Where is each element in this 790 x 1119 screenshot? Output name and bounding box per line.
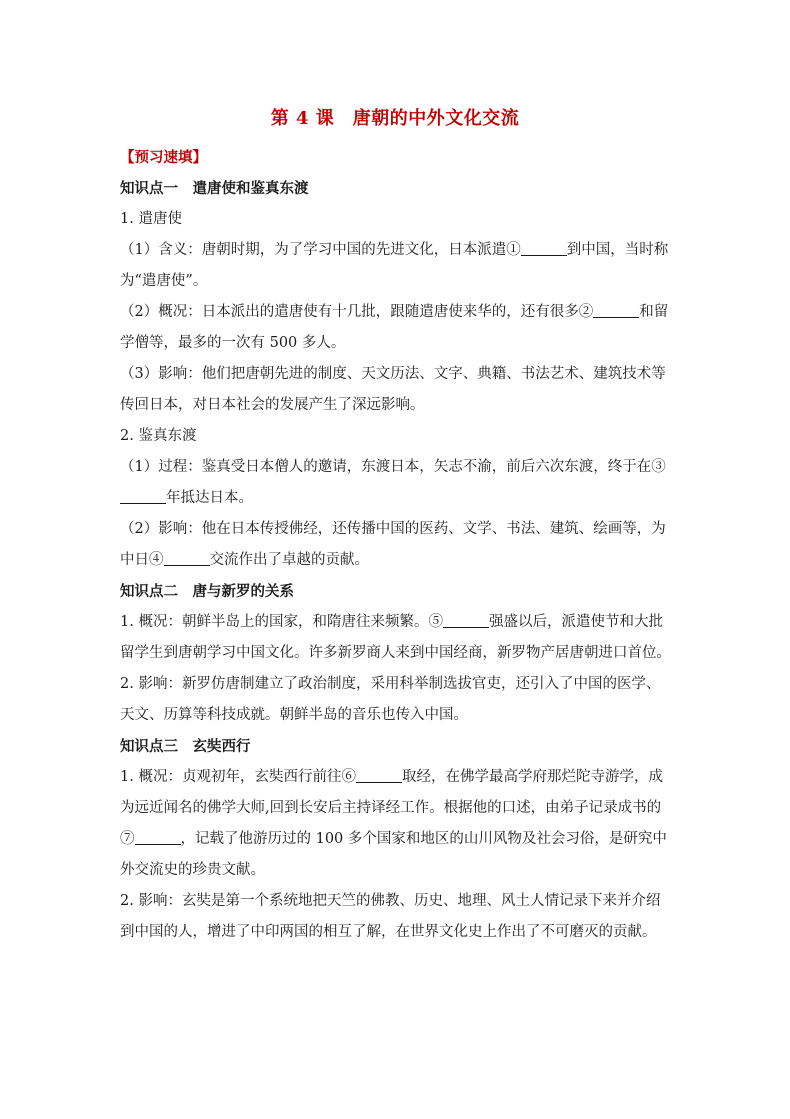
text-span: （1）含义：唐朝时期，为了学习中国的先进文化，日本派遣① [120,242,521,258]
text-span: 交流作出了卓越的贡献。 [209,552,369,568]
kp1-heading: 知识点一 遣唐使和鉴真东渡 [120,180,309,197]
fill-blank-6 [356,766,402,783]
kp1-s2-title: 2. 鉴真东渡 [120,428,197,444]
kp2-p2: 2. 影响：新罗仿唐制建立了政治制度，采用科举制选拔官吏，还引入了中国的医学、天文、历算等科技成就。朝鲜半岛的音乐也传入中国。 [120,676,661,723]
kp2-p1 [120,607,672,669]
text-span: 到中国，当时称为“遣唐使”。 [120,242,669,289]
text-span: 和留学僧等，最多的一次有 500 多人。 [120,304,669,351]
fill-blank-5 [443,611,489,628]
fill-blank-1 [521,239,567,256]
kp3-p1 [120,762,672,886]
text-span: （1）过程：鉴真受日本僧人的邀请，东渡日本，矢志不渝，前后六次东渡，终于在③ [120,459,666,475]
text-span: （2）概况：日本派出的遣唐使有十几批，跟随遣唐使来华的，还有很多② [120,304,594,320]
fill-blank-2 [593,301,639,318]
fill-blank-4 [164,549,210,566]
document-body [120,142,672,948]
kp1-s1-title: 1. 遣唐使 [120,211,182,227]
kp3-p2: 2. 影响：玄奘是第一个系统地把天竺的佛教、历史、地理、风土人情记录下来并介绍到中国的人，增进了中印两国的相互了解，在世界文化史上作出了不可磨灭的贡献。 [120,893,661,940]
section-tag: 【预习速填】 [120,149,207,166]
text-span: 强盛以后，派遣使节和大批留学生到唐朝学习中国文化。许多新罗商人来到中国经商，新罗物产居唐朝进口首位。 [120,614,671,661]
kp2-heading: 知识点二 唐与新罗的关系 [120,583,294,600]
text-span: 1. 概况：朝鲜半岛上的国家，和隋唐往来频繁。⑤ [120,614,443,630]
kp1-s2-p1 [120,452,672,514]
kp1-s1-p3: （3）影响：他们把唐朝先进的制度、天文历法、文字、典籍、书法艺术、建筑技术等传回日本，对日本社会的发展产生了深远影响。 [120,366,666,413]
text-span: 1. 概况：贞观初年，玄奘西行前往⑥ [120,769,356,785]
fill-blank-3 [120,487,166,504]
kp1-s1-p2 [120,297,672,359]
fill-blank-7 [135,828,181,845]
text-span: （2）影响：他在日本传授佛经，还传播中国的医药、文学、书法、建筑、绘画等，为中日④ [120,521,666,568]
kp1-s1-p1 [120,235,672,297]
lesson-title: 第 4 课 唐朝的中外文化交流 [270,108,520,129]
kp1-s2-p2 [120,514,672,576]
text-span: 年抵达日本。 [166,490,253,506]
text-span: ，记载了他游历过的 100 多个国家和地区的山川风物及社会习俗，是研究中外交流史的珍贵文献。 [120,831,667,878]
kp3-heading: 知识点三 玄奘西行 [120,738,251,755]
text-span: 取经，在佛学最高学府那烂陀寺游学，成为远近闻名的佛学大师,回到长安后主持译经工作。根据他的口述，由弟子记录成书的⑦ [120,769,663,847]
